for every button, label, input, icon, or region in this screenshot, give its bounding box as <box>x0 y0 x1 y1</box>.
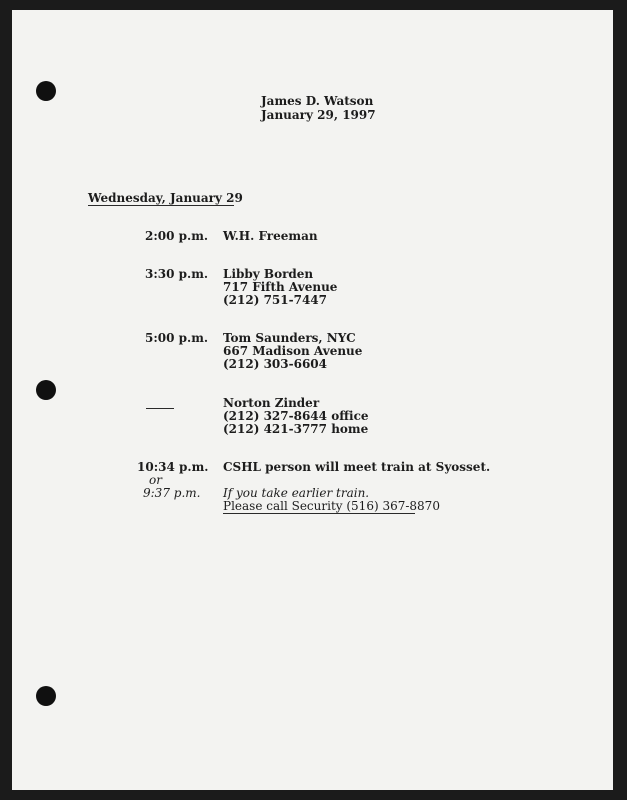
entry-time: 2:00 p.m. <box>145 229 209 243</box>
entry-line: (212) 327-8644 office <box>223 409 369 423</box>
entry-line: (212) 421-3777 home <box>223 422 369 436</box>
entry-time: 3:30 p.m. <box>145 267 209 281</box>
alt-note: If you take earlier train. <box>223 486 370 500</box>
blank-time-rule <box>146 408 174 409</box>
entry-line: 717 Fifth Avenue <box>223 280 338 294</box>
punch-hole-top <box>36 81 56 101</box>
entry-line: Norton Zinder <box>223 396 320 410</box>
header-date: January 29, 1997 <box>261 108 376 122</box>
or-label: or <box>149 473 162 487</box>
entry-time: 5:00 p.m. <box>145 331 209 345</box>
punch-hole-middle <box>36 380 56 400</box>
section-heading-underline <box>88 205 234 206</box>
alt-time: 9:37 p.m. <box>143 486 201 500</box>
punch-hole-bottom <box>36 686 56 706</box>
entry-line: Libby Borden <box>223 267 314 281</box>
entry-line: 667 Madison Avenue <box>223 344 363 358</box>
entry-time: 10:34 p.m. <box>137 460 209 474</box>
security-note: Please call Security (516) 367-8870 <box>223 499 440 513</box>
entry-line: (212) 751-7447 <box>223 293 328 307</box>
header-name: James D. Watson <box>261 94 374 108</box>
entry-line: Tom Saunders, NYC <box>223 331 356 345</box>
security-note-underline <box>223 513 415 514</box>
entry-line: CSHL person will meet train at Syosset. <box>223 460 491 474</box>
section-heading: Wednesday, January 29 <box>88 191 243 205</box>
entry-line: (212) 303-6604 <box>223 357 328 371</box>
entry-line: W.H. Freeman <box>223 229 318 243</box>
